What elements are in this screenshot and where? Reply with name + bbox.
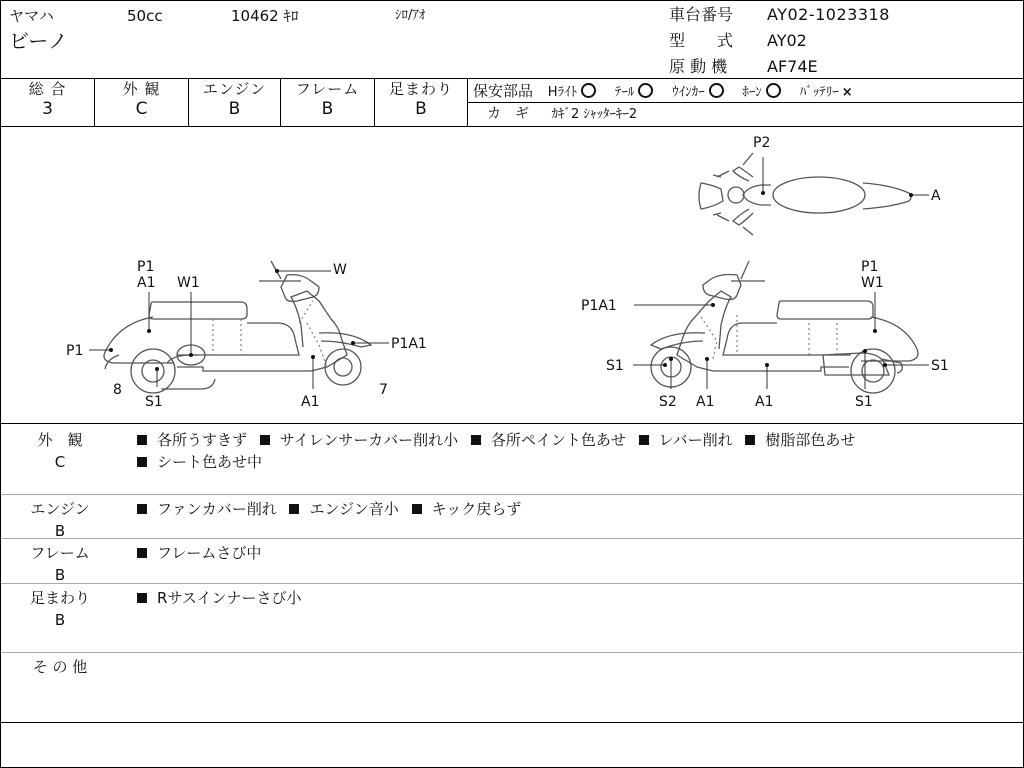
diagram-label: S1: [606, 358, 624, 374]
bullet-square-icon: [639, 435, 649, 445]
safety-row: [473, 82, 853, 102]
damage-diagram: [1, 127, 1023, 423]
grade-suspension: [375, 80, 467, 120]
note-item: レバー削れ: [658, 431, 733, 449]
note-item: サイレンサーカバー削れ小: [279, 431, 459, 449]
diagram-label: A1: [696, 394, 715, 410]
grade-value: B: [228, 99, 241, 119]
note-category-other: [25, 656, 95, 678]
note-item: エンジン音小: [309, 500, 399, 518]
diagram-label: 7: [379, 382, 388, 398]
note-category-grade: B: [54, 611, 66, 629]
grade-label: 総 合: [28, 80, 67, 98]
grade-label: 足まわり: [388, 80, 453, 98]
grade-label: フレーム: [295, 80, 360, 98]
damage-points: [109, 191, 913, 371]
note-category-label: フレーム: [30, 544, 90, 562]
diagram-label: S2: [659, 394, 677, 410]
grade-value: 3: [42, 99, 53, 119]
grade-frame: [281, 80, 374, 120]
note-category-label: エンジン: [30, 500, 90, 518]
safety-item-name: Hﾗｲﾄ: [547, 85, 578, 100]
note-category-label: そ の 他: [32, 658, 88, 676]
ng-cross-icon: ×: [841, 85, 853, 100]
key-label: カ ギ: [487, 106, 529, 122]
model-name: ビーノ: [9, 29, 68, 53]
safety-item-name: ﾊﾞｯﾃﾘｰ: [799, 85, 839, 100]
bullet-square-icon: [137, 457, 147, 467]
diagram-label: W1: [861, 275, 884, 291]
ok-circle-icon: [638, 83, 653, 98]
maker: ヤマハ: [9, 7, 54, 25]
bullet-square-icon: [289, 504, 299, 514]
diagram-label: S1: [145, 394, 163, 410]
bullet-square-icon: [137, 435, 147, 445]
note-category-label: 足まわり: [29, 589, 90, 607]
note-item: シート色あせ中: [157, 453, 263, 471]
divider: [1, 722, 1023, 723]
diagram-label: P1: [66, 343, 84, 359]
diagram-label: A1: [301, 394, 320, 410]
note-category-engine: [25, 498, 95, 542]
note-item: Rサスインナーさび小: [157, 589, 302, 607]
note-items-frame: [137, 542, 261, 564]
bullet-square-icon: [745, 435, 755, 445]
bullet-square-icon: [471, 435, 481, 445]
divider: [467, 102, 1023, 103]
safety-item-name: ｳｲﾝｶｰ: [672, 85, 705, 100]
note-item: ファンカバー削れ: [157, 500, 277, 518]
diagram-label: 8: [113, 382, 122, 398]
grade-label: エンジン: [202, 80, 267, 98]
type-value: AY02: [767, 31, 807, 50]
grade-label: 外 観: [122, 80, 161, 98]
bullet-square-icon: [412, 504, 422, 514]
note-items-engine: [137, 498, 521, 520]
grade-exterior: [95, 80, 188, 120]
safety-item-winker: [672, 83, 724, 102]
grade-value: B: [415, 99, 427, 119]
mileage: 10462 ｷﾛ: [231, 7, 299, 25]
diagram-label: P1A1: [581, 298, 617, 314]
safety-item-name: ﾃｰﾙ: [614, 85, 635, 100]
diagram-label: A: [931, 188, 941, 204]
leader-lines: [89, 157, 929, 389]
note-item: 樹脂部色あせ: [765, 431, 856, 449]
grade-engine: [189, 80, 280, 120]
diagram-label: A1: [137, 275, 156, 291]
divider: [1, 423, 1023, 424]
note-items-suspension: [137, 587, 302, 609]
grade-overall: [1, 80, 94, 120]
safety-label: 保安部品: [473, 82, 534, 100]
diagram-label: S1: [931, 358, 949, 374]
diagram-label: W: [333, 262, 347, 278]
key-row: [487, 105, 637, 124]
engine-label: 原 動 機: [669, 57, 728, 76]
note-category-exterior: [25, 429, 95, 473]
key-value: ｶｷﾞ2 ｼｬｯﾀｰｷｰ2: [551, 107, 638, 122]
divider: [1, 494, 1023, 495]
note-category-frame: [25, 542, 95, 586]
diagram-label: P1A1: [391, 336, 427, 352]
ok-circle-icon: [581, 83, 596, 98]
frame-number-label: 車台番号: [669, 5, 734, 24]
divider: [1, 652, 1023, 653]
divider: [1, 538, 1023, 539]
note-category-suspension: [25, 587, 95, 631]
diagram-label: P1: [861, 259, 879, 275]
scooter-top-view: [699, 153, 911, 235]
divider: [1, 583, 1023, 584]
note-category-label: 外 観: [37, 431, 83, 449]
frame-number: AY02-1023318: [767, 5, 890, 24]
safety-item-horn: [742, 83, 781, 102]
diagram-label: P2: [753, 135, 771, 151]
note-category-grade: B: [54, 566, 66, 584]
safety-item-headlight: [548, 83, 596, 102]
ok-circle-icon: [766, 83, 781, 98]
safety-item-name: ﾎｰﾝ: [742, 85, 762, 100]
note-item: 各所うすきず: [157, 431, 248, 449]
diagram-label: P1: [137, 259, 155, 275]
safety-item-tail: [615, 83, 654, 102]
bullet-square-icon: [137, 548, 147, 558]
body-color: ｼﾛ/ｱｵ: [395, 8, 426, 23]
note-item: フレームさび中: [157, 544, 262, 562]
note-items-exterior: [137, 429, 855, 473]
note-category-grade: C: [54, 453, 66, 471]
bullet-square-icon: [260, 435, 270, 445]
engine-value: AF74E: [767, 57, 818, 76]
note-item: キック戻らず: [431, 500, 522, 518]
safety-item-battery: [800, 84, 853, 102]
ok-circle-icon: [709, 83, 724, 98]
bullet-square-icon: [137, 504, 147, 514]
panel-seam-lines: [213, 301, 837, 367]
note-category-grade: B: [54, 522, 66, 540]
diagram-label: W1: [177, 275, 200, 291]
bullet-square-icon: [137, 593, 147, 603]
grade-value: B: [321, 99, 334, 119]
note-item: 各所ペイント色あせ: [490, 431, 626, 449]
diagram-label: A1: [755, 394, 774, 410]
diagram-label: S1: [855, 394, 873, 410]
type-label: 型 式: [669, 31, 734, 50]
grade-value: C: [135, 99, 148, 119]
divider: [1, 78, 1023, 79]
displacement: 50cc: [127, 7, 163, 25]
